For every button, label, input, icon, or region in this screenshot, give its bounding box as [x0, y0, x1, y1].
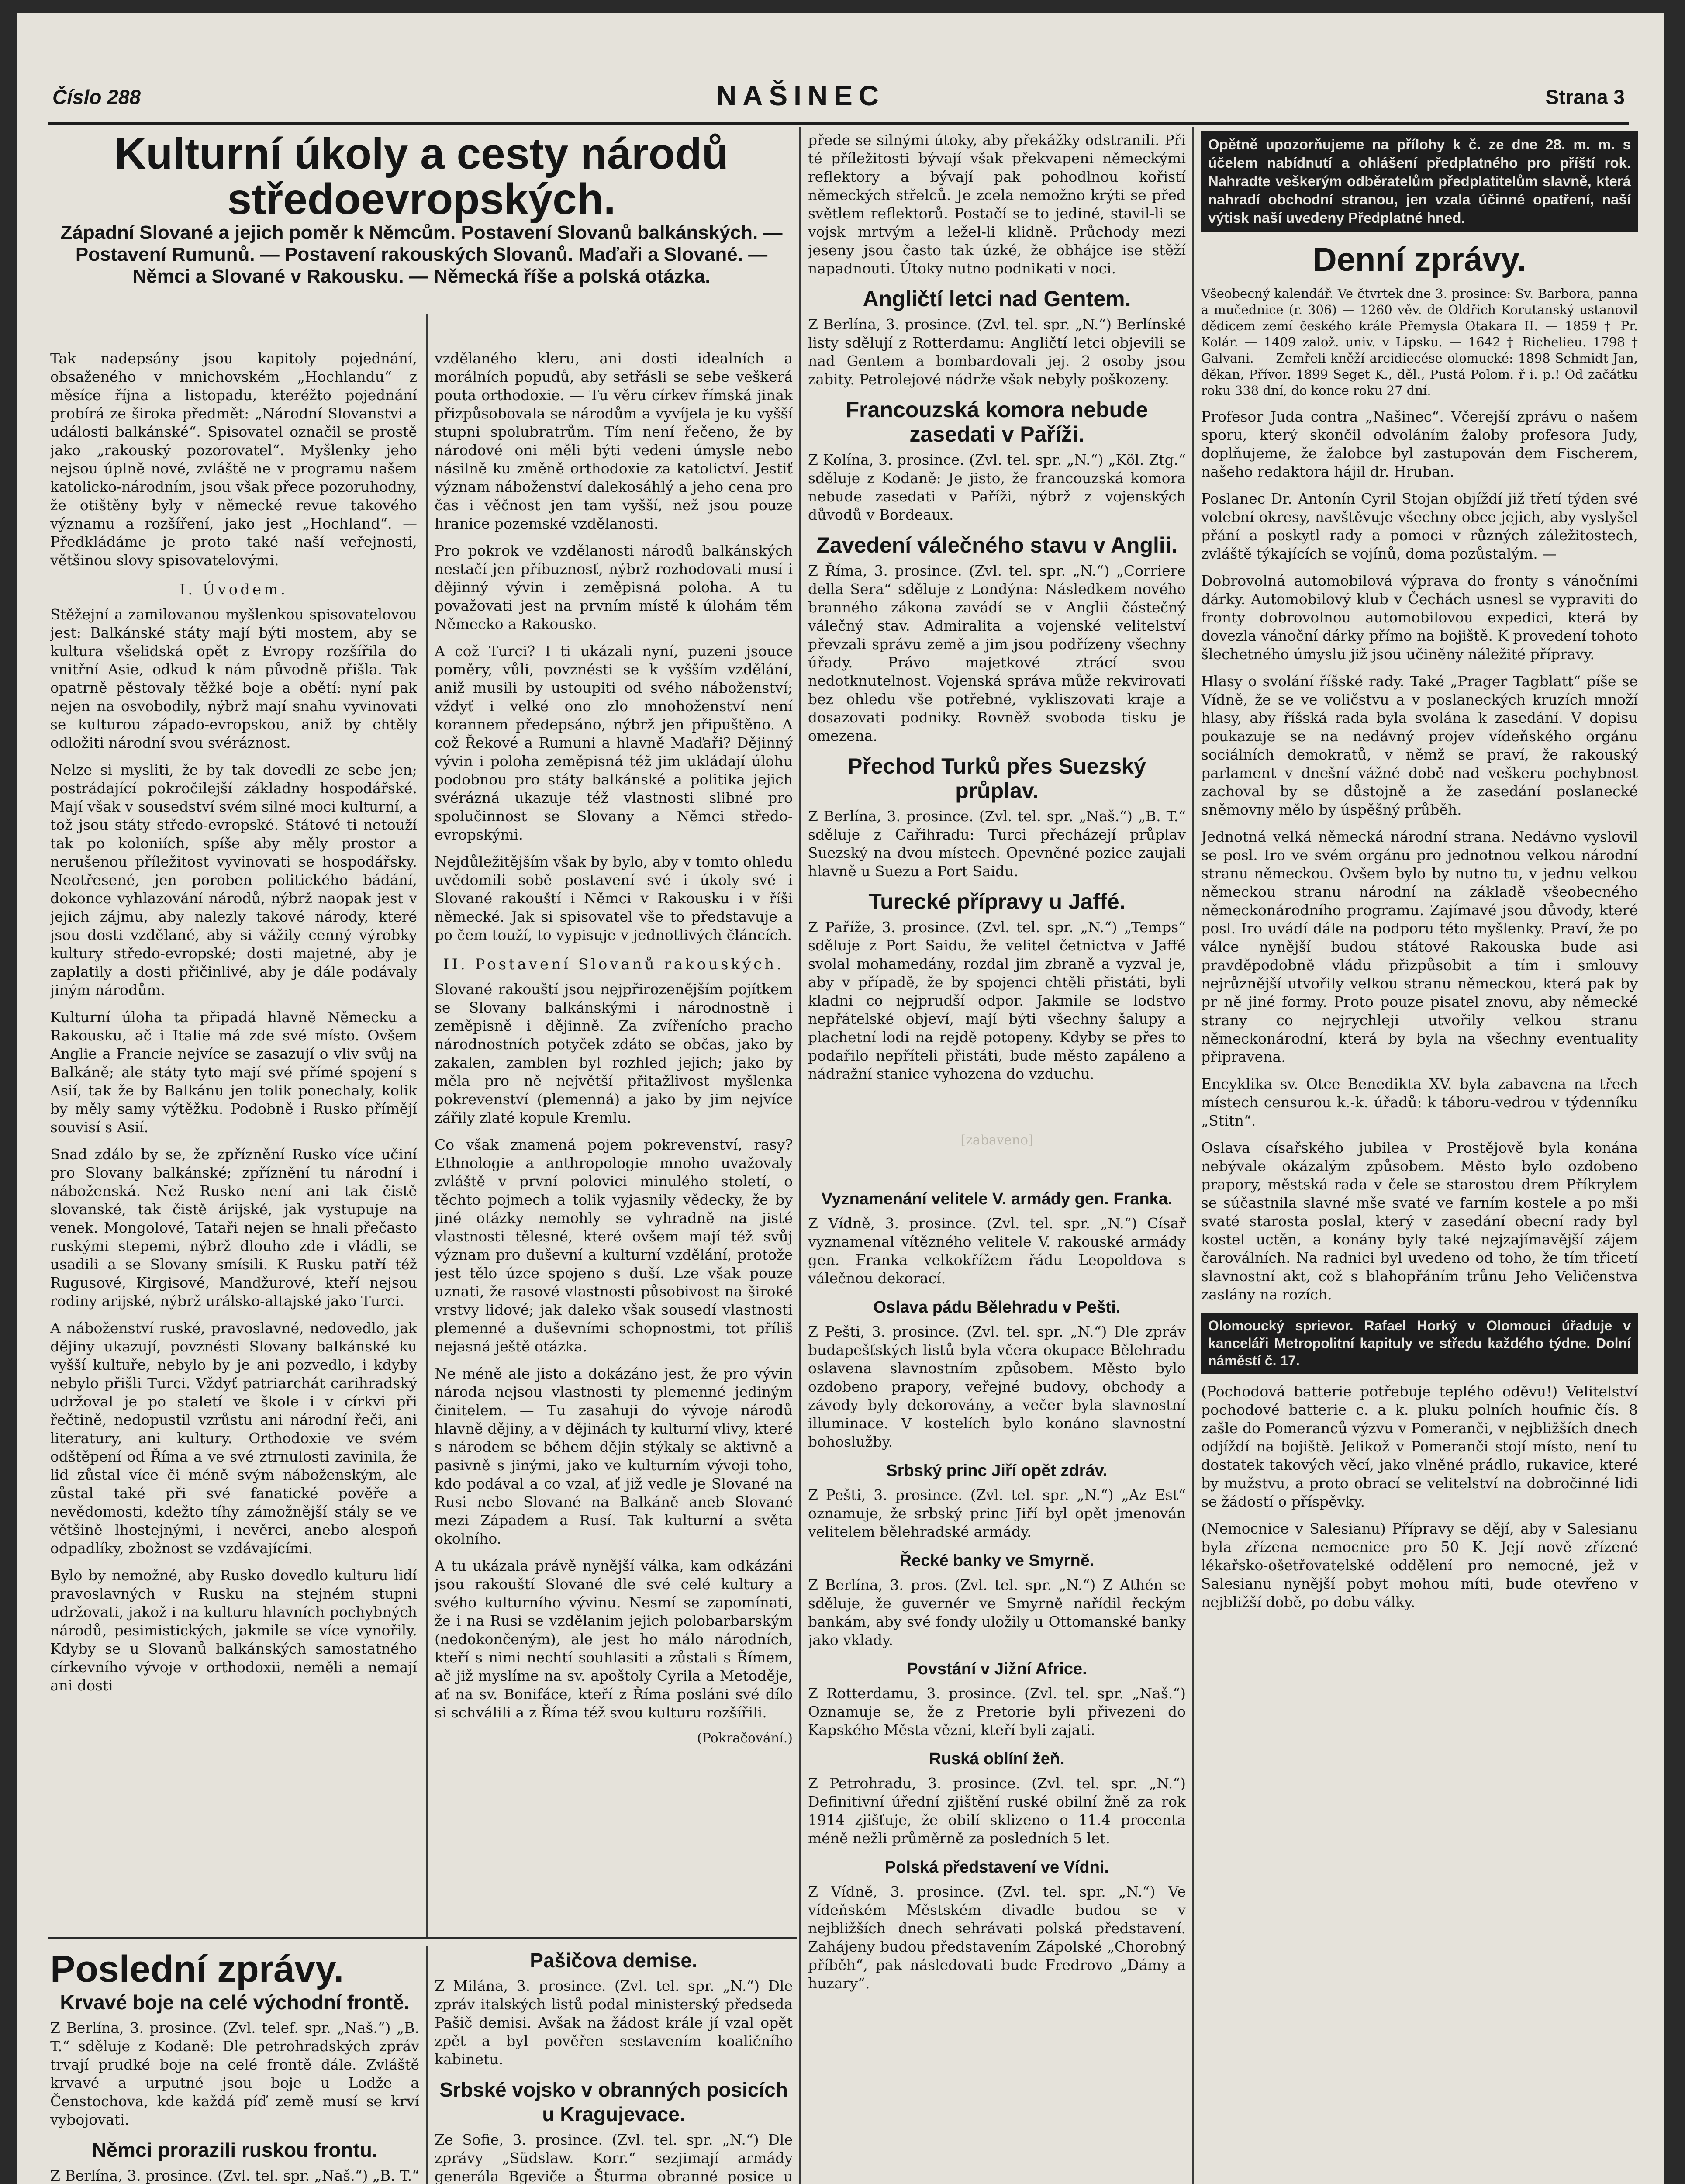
article-text: Z Vídně, 3. prosince. (Zvl. tel. spr. „N.“) Ve vídeňském Městském divadle budou se v nejbližších dnech sehrávati polská představení. Zahájeny budou představením Zápolské „Chorobný příběh“, pak následovati bude Fredrovo „Dámy a huzary“.: [808, 1883, 1186, 1992]
article-text: Z Berlína, 3. prosince. (Zvl. tel. spr. „N.“) Berlínské listy sdělují z Rotterdamu: Angličtí letci objevili se nad Gentem a bombardovali jej. 2 osoby jsou zabity. Petrolejové nádrže však nebyly poškozeny.: [808, 316, 1186, 388]
section-heading: I. Úvodem.: [179, 581, 288, 598]
paragraph: Nejdůležitějším však by bylo, aby v tomto ohledu uvědomili sobě postavení své i úkoly své i Slované rakouští i Němci v Rakousku i v říši německé. Jak si spisovatel vše to představuje a po čem touží, to vypisuje v jednotlivých článcích.: [435, 853, 793, 943]
headline: Srbské vojsko v obranných posicích u Kragujevace.: [439, 2078, 788, 2125]
headline: Povstání v Jižní Africe.: [907, 1660, 1087, 1678]
news-column-4: [1201, 131, 1638, 2184]
news-item: Encyklika sv. Otce Benedikta XV. byla zabavena na třech místech censurou k.-k. úřadů: k táboru-vedrou v týdenníku „Stitn“.: [1201, 1075, 1638, 1129]
news-item: Jednotná velká německá národní strana. Nedávno vyslovil se posl. Iro ve svém orgánu pro jednotnou velkou národní stranu německou. Ovšem bylo by nutno tu, v jednu velkou německou stranu národní na základě všeobecného německonárodního programu. Zajímavé jsou důvody, které posl. Iro uvádí dále na podporu této myšlenky. Praví, že po válce nynější budou státové Rakouska bude asi pravděpodobně vládu přizpůsobit a tím i smlouvy nejrůznější utvořily velkou stranu německou, která pak by pr ně jiné formy. Proto pouze pisatel znovu, aby německé strany co nejrychleji utvořily velkou stranu německonárodní, která by byla na všechny eventuality připravena.: [1201, 828, 1638, 1065]
section-heading: II. Postavení Slovanů rakouských.: [443, 956, 784, 973]
paragraph: A což Turci? I ti ukázali nyní, puzeni jsouce poměry, vůli, povznésti se k vyšším vzdělání, aniž musili by ustoupiti od svého náboženství; vždyť i velké ono zlo mnohoženství není korannem předepsáno, nýbrž jen připuštěno. A což Řekové a Rumuni a hlavně Maďaři? Dějinný vývin i poloha zeměpisná též jim ukládají úlohu podobnou pro státy balkánské a politika jejich svérázná ukazuje též vlastnosti slibné pro spolučinnost se Slovany a Němci středo-evropskými.: [435, 643, 793, 843]
latest-news: [50, 1948, 419, 2184]
article-text: Z Paříže, 3. prosince. (Zvl. tel. spr. „N.“) „Temps“ sděluje z Port Saidu, že velitel četnictva v Jaffé svolal mohamedány, rozdal jim zbraně a vyzval je, aby v případě, že by spojenci chtěli přistáti, byli kladni co nejprudší odpor. Jakmile se lodstvo nepřátelské objeví, mají býti všechny šalupy a plachetní lodi na rejdě potopeny. Kdyby se přes to podařilo nepříteli přistáti, bude město zapáleno a nádražní stanice vyhozena do vzduchu.: [808, 919, 1186, 1082]
article-text: Z Berlína, 3. prosince. (Zvl. telef. spr. „Naš.“) „B. T.“ sděluje z Kodaně: Dle petrohradských zpráv trvají prudké boje na celé frontě dále. Zvláště krvavé a urputné jsou boje u Lodže a Čenstochova, kde každá píď země musí se krví vybojovati.: [50, 2019, 419, 2128]
article-text: Ze Sofie, 3. prosince. (Zvl. tel. spr. „N.“) Dle zprávy „Südslaw. Korr.“ sezjimají armády generála Bgeviče a Šturma obranné posice u: [435, 2131, 793, 2184]
news-item: (Nemocnice v Salesianu) Přípravy se dějí, aby v Salesianu byla zřízena nemocnice pro 50 K. Její nově zřízené lékařsko-ošetřovatelské oddělení pro nemocné, jež v Salesianu nynější pobyt mohou míti, bude otevřeno v nejbližší době, po dobu války.: [1201, 1520, 1638, 1610]
lead-intro: Tak nadepsány jsou kapitoly pojednání, obsaženého v mnichovském „Hochlandu“ z měsíce října a listopadu, kteréžto pojednání probírá ze široka předmět: „Národní Slovanstvi a události balkánské“. Spisovatel označil se prostě jako „rakouský pozorovatel“. Myšlenky jeho nejsou úplně nové, zvláště ne v programu našem katolicko-národním, jsou však přece pozoruhodny, že otištěny byly v německé revue takového významu a rozšíření, jako jest „Hochland“. — Předkládáme je proto také naší veřejnosti, většinou slovy spisovatelovými.: [50, 350, 417, 569]
paragraph: Ne méně ale jisto a dokázáno jest, že pro vývin národa nejsou vlastnosti ty plemenné jediným činitelem. — Tu zasahuji do vývoje národů hlavně dějiny, a v dějinách ty kulturní vlivy, které s národem se během dějin stýkaly se aktivně a pasivně s jinými, jako ve kulturním vývoji toho, kdo podával a co vzal, ať již vedle je Slované na Rusi nebo Slované na Balkáně aneb Slované mezi Západem a Rusí. Tak kulturní a světa okolního.: [435, 1365, 793, 1547]
censored-blank: [808, 1092, 1186, 1188]
headline: Turecké přípravy u Jaffé.: [868, 889, 1126, 914]
lead-subtitle: Západní Slované a jejich poměr k Němcům. Postavení Slovanů balkánských. — Postavení Rumunů. — Postavení rakouských Slovanů. Maďaři a Slované. — Němci a Slované v Rakousku. — Německá říše a polská otázka.: [60, 222, 783, 287]
subscription-notice: Opětně upozorňujeme na přílohy k č. ze dne 28. m. m. s účelem nabídnutí a ohlášení předplatného pro příští rok. Nahradte veškerým odběratelům předplatitelům slavně, která nahradí obchodní stranou, jen vzala účinné opatření, naší výtisk naší uvedeny Předplatné hned.: [1201, 131, 1638, 232]
paragraph: A náboženství ruské, pravoslavné, nedovedlo, jak dějiny ukazují, povznésti Slovany balkánské ku vyšší kultuře, nebylo by je ani pozvedlo, i kdyby nebylo přišli Turci. Vždyť patriarchát carihradský udržoval je po staletí ve škole i v církvi při řečtině, nedopustil vzrůstu ani národní řeči, ani literatury, ani kultury. Orthodoxie ve svém odštěpení od Říma a ve své ztrnulosti zavinila, že lid zůstal více či méně svým náboženským, ale zůstal také při své fanatické pověře a nevědomosti, kdežto tíhy zámožnější stály se ve většině lhostejnými, i nevěrci, anebo alespoň odpadlíky, zbožnost se vzdávajícími.: [50, 1320, 417, 1557]
paragraph: A tu ukázala právě nynější válka, kam odkázáni jsou rakouští Slované dle své celé kultury a svého kulturního vývinu. Nesmí se zapomínati, že i na Rusi se vzdělanim jejich polobarbarským (nedokončeným), ale jest ho málo národních, kteří s nimi nechtí souhlasiti a zůstali s Římem, ač již myslíme na sv. apoštoly Cyrila a Metoděje, ať na sv. Bonifáce, kteří z Říma posláni své dílo si schválili a z Říma též svou kulturu rozšířili.: [435, 1557, 793, 1721]
section-divider: [48, 1937, 797, 1939]
headline: Krvavé boje na celé východní frontě.: [60, 1991, 410, 2014]
news-item: Profesor Juda contra „Našinec“. Včerejší zprávu o našem sporu, který skončil odvoláním žaloby profesora Judy, doplňujeme, že žalobce byl zastupován dem Fischerem, našeho redaktora hájil dr. Hruban.: [1201, 408, 1638, 480]
lead-article-header: [48, 131, 795, 314]
column-rule: [799, 127, 801, 2184]
lead-title: Kulturní úkoly a cesty národů středoevropských.: [114, 131, 729, 224]
headline: Francouzská komora nebude zasedati v Paříži.: [846, 397, 1148, 446]
issue-number: Číslo 288: [52, 86, 141, 108]
paragraph: Stěžejní a zamilovanou myšlenkou spisovatelovou jest: Balkánské státy mají býti mostem, aby se kultura všelidská opět z Evropy rozšířila do vnitřní Asie, odkud k nám původně přišla. Tak opatrně pěstovaly těžké boje a obětí: nyní pak nejen na osvobodily, nýbrž mají snahu vyvinovati se kulturou západo-evropskou, aniž by chtěly odložiti národní svou svéráznost.: [50, 606, 417, 751]
paragraph: vzdělaného kleru, ani dosti idealních a morálních popudů, aby setřásli se sebe veškerá pouta orthodoxie. — Tu věru církev římská jinak přizpůsobovala se národům a vyvíjela je ku vyšší stupni spolubratrům. Tím není řečeno, že by národové oni měli býti vedeni úmysle nebo násilně ku změně orthodoxie za katolictví. Jestiť význam náboženství dalekosáhlý a jeho cena pro čas i věčnost jen tam vyšší, než jsou pouze hranice pozemské vzdělanosti.: [435, 350, 793, 532]
news-item: Oslava císařského jubilea v Prostějově byla konána nebývale okázalým způsobem. Město bylo ozdobeno prapory, městská rada v čele se starostou drem Příkrylem se súčastnila slavné mše svaté ve farním kostele a po mši svaté starosta poslal, který v zasedání obecní rady byl kostel uctěn, a konány byly také nejzajímavější zájem čaroválních. Na radnici byl uvedeno od toho, že tím třicetí slavnostní akt, což s blahopřáním trůnu Jeho Veličenstva zaslány na rozích.: [1201, 1139, 1638, 1303]
paragraph: Bylo by nemožné, aby Rusko dovedlo kulturu lidí pravoslavných v Rusku na stejném stupni udržovati, jakož i na kulturu hlavních pochybných národů, pesimistických, jakmile se více vynořily. Kdyby se u Slovanů balkánských samostatného církevního vývoje v orthodoxii, neměli a nemají ani dosti: [50, 1567, 417, 1694]
article-text: Z Vídně, 3. prosince. (Zvl. tel. spr. „N.“) Císař vyznamenal vítězného velitele V. rakouské armády gen. Franka velkokřížem řádu Leopoldova s válečnou dekorací.: [808, 1215, 1186, 1287]
news-column-3: [808, 131, 1186, 2184]
paragraph: přede se silnými útoky, aby překážky odstranili. Při té příležitosti bývají však překvapeni německými reflektory a bývají pak pohodlnou kořistí německých střelců. Je zcela nemožno krýti se před světlem reflektorů. Postačí se to jediné, stavil-li se vojsk mrtvým a ležel-li klidně. Průchody mezi jeseny jsou často tak úzké, že obhájce ise stěží napadnouti. Útoky nutno podnikati v noci.: [808, 131, 1186, 277]
paragraph: Kulturní úloha ta připadá hlavně Německu a Rakousku, ač i Italie má zde své místo. Ovšem Anglie a Francie nejvíce se zasazují o vliv svůj na Balkáně; ale státy tyto mají své přímé spojení s Asií, tak že by Balkánu jen tolik ponechaly, kolik by měly samy výtěžku. Podobně i Rusko přímějí souvisí s Asií.: [50, 1009, 417, 1136]
continuation-note: (Pokračování.): [697, 1731, 793, 1746]
headline: Zavedení válečného stavu v Anglii.: [816, 533, 1177, 557]
article-text: Z Berlína, 3. prosince. (Zvl. tel. spr. „Naš.“) „B. T.“: [50, 2167, 419, 2184]
paragraph: Pro pokrok ve vzdělanosti národů balkánských nestačí jen příbuznosť, nýbrž rozhodovati musí i dějinný vývin i zeměpisná poloha. A tu považovati jest na prvním místě k úlohám těm Německo a Rakousko.: [435, 542, 793, 632]
article-text: Z Berlína, 3. prosince. (Zvl. tel. spr. „Naš.“) „B. T.“ sděluje z Cařihradu: Turci přecházejí průplav Suezský na dvou místech. Opevněné pozice zaujali hlavně u Suezu a Port Saidu.: [808, 808, 1186, 880]
headline: Oslava pádu Bělehradu v Pešti.: [873, 1298, 1121, 1317]
headline: Pašičova demise.: [530, 1949, 697, 1972]
lead-article-col1: [50, 349, 417, 1931]
headline: Ruská oblíní žeň.: [929, 1750, 1065, 1768]
calendar-text: Všeobecný kalendář. Ve čtvrtek dne 3. prosince: Sv. Barbora, panna a mučednice (r. 306) — 1260 věv. de Oldřich Korutanský ustanovil dědicem zemí českého krále Přemysla Otakara II. — 1859 † Pr. Kolár. — 1409 založ. univ. v Lipsku. — 1642 † Richelieu. 1798 † Galvani. — Zemřeli kněží arcidiecése olomucké: 1898 Schmidt Jan, děkan, Přívor. 1899 Seget K., děl., Pustá Polom. ř i. p.! Od začátku roku 338 dní, do konce roku 27 dní.: [1201, 286, 1638, 398]
article-text: Z Pešti, 3. prosince. (Zvl. tel. spr. „N.“) „Az Est“ oznamuje, že srbský princ Jiří byl opět jmenován velitelem bělehradské armády.: [808, 1486, 1186, 1540]
headline: Angličtí letci nad Gentem.: [863, 287, 1131, 311]
paragraph: Nelze si mysliti, že by tak dovedli ze sebe jen; postrádající pokročilejší základny hospodářské. Mají však v sousedství svém silné moci kulturní, a tož jsou státy středo-evropské. Státové ti netouží tak po koloniích, spíše aby měly prostor a nerušenou příležitost vyvinovati se hospodářsky. Neotřesené, jen poroben politického bádání, dokonce vyhlazování národů, nýbrž naopak jest v jejich zájmu, aby nalezly takové národy, které jsou dosti vzdělané, aby si vážily cenný výrobky kultury středo-evropské; dosti majetné, aby je zaplatily a dosti přičinlivé, aby je dále podávaly jiným národům.: [50, 761, 417, 999]
article-text: Z Kolína, 3. prosince. (Zvl. tel. spr. „N.“) „Köl. Ztg.“ sděluje z Kodaně: Je jisto, že francouzská komora nebude zasedati v Paříži, nýbrž z vojenských důvodů v Bordeaux.: [808, 451, 1186, 523]
article-text: Z Rotterdamu, 3. prosince. (Zvl. tel. spr. „Naš.“) Oznamuje se, že z Pretorie byli přivezeni do Kapského Města vězni, kteří byli zajati.: [808, 1685, 1186, 1738]
newspaper-page: [17, 13, 1664, 2184]
headline: Srbský princ Jiří opět zdráv.: [886, 1462, 1108, 1480]
news-item-highlighted: Olomoucký sprievor. Rafael Horký v Olomouci úřaduje v kanceláři Metropolitní kapituly ve středu každého týdne. Dolní náměstí č. 17.: [1201, 1313, 1638, 1374]
page-number: Strana 3: [1545, 86, 1625, 108]
headline: Vyznamenání velitele V. armády gen. Franka.: [821, 1190, 1173, 1208]
column-rule: [426, 314, 428, 1939]
headline: Řecké banky ve Smyrně.: [899, 1552, 1095, 1570]
lead-article-col2: [435, 349, 793, 1931]
paragraph: Snad zdálo by se, že zpříznění Rusko více učiní pro Slovany balkánské; zpříznění tu národní i náboženská. Než Rusko není ani tak čistě slovanské, tak čistě árijské, jak vystupuje na venek. Mongolové, Tataři nejen se hnali přečasto ruskými stepemi, nýbrž dlouho zde i vládli, se usadili a se Slovany smísili. K Rusku patří též Rugusové, Kirgisové, Mandžurové, kteří nejsou rodiny arijské, nýbrž urálsko-altajské jako Turci.: [50, 1146, 417, 1310]
paragraph: Co však znamená pojem pokrevenství, rasy? Ethnologie a anthropologie mnoho uvažovaly zvláště v první polovici minulého století, o těchto pojmech a tolik vyjasnily vědecky, že by jiné otázky nemohly se vyhradně na jisté vlastnosti tělesné, které ovšem mají též svůj význam pro duševní a kulturní vzdělání, protože jest tělo úzce spojeno s duší. Lze však pouze uznati, že rasové vlastnosti působivost na široké vrstvy lidové; jak daleko však sousedí vlastnosti plemenné a duševními schopnostmi, tot příliš nejasná ještě otázka.: [435, 1136, 793, 1355]
news-item: Hlasy o svolání říšské rady. Také „Prager Tagblatt“ píše se Vídně, že se ve voličstvu a v poslaneckých kruzích množí hlasy, aby říšská rada byla svolána k zasedání. V dopisu poukazuje se na nedávný projev vídeňského orgánu sociálních demokratů, v němž se praví, že rakouský parlament v dnešní vážné době nad veškeru pochybnost zachoval by se důstojně a že zasedání poslanecké sněmovny mělo by úspěšný průběh.: [1201, 673, 1638, 818]
news-item: Poslanec Dr. Antonín Cyril Stojan objíždí již třetí týden své volební okresy, navštěvuje všechny obce jejich, aby vyslyšel přání a poskytl rady a pomoci v různých záležitostech, zvláště týkajících se vojínů, doma pozůstalým. —: [1201, 490, 1638, 562]
section-title-daily: Denní zprávy.: [1312, 241, 1526, 278]
article-text: Z Petrohradu, 3. prosince. (Zvl. tel. spr. „N.“) Definitivní úřední zjištění ruské obilní žně za rok 1914 zjišťuje, že obilí sklizeno o 11.4 procenta méně nežli průměrně za posledních 5 let.: [808, 1775, 1186, 1847]
column-rule: [426, 1946, 428, 2184]
article-text: Z Berlína, 3. pros. (Zvl. tel. spr. „N.“) Z Athén se sděluje, že guvernér ve Smyrně nařídil řeckým bankám, aby své fondy uložily u Ottomanské banky jako vklady.: [808, 1576, 1186, 1648]
column-rule: [1192, 127, 1194, 2184]
masthead: [48, 74, 1629, 125]
article-text: Z Říma, 3. prosince. (Zvl. tel. spr. „N.“) „Corriere della Sera“ sděluje z Londýna: Následkem nového branného zákona zavádí se v Anglii částečný válečný stav. Admiralita a vojenské velitelství převzali správu země a jim jsou podřízeny všechny úřady. Právo majetkové ztrácí svou nedotknutelnost. Vojenská správa může rekvirovati bez ohledu vše potřebné, vykliszovati kraje a dosazovati podniky. Rovněž svoboda tisku je omezena.: [808, 562, 1186, 744]
article-text: Z Pešti, 3. prosince. (Zvl. tel. spr. „N.“) Dle zpráv budapešťských listů byla včera okupace Bělehradu oslavena slavnostním způsobem. Město bylo ozdobeno prapory, veřejné budovy, obchody a závody byly dekorovány, a večer byla slavnostní illuminace. V kostelích bylo konáno slavnostní bohoslužby.: [808, 1323, 1186, 1450]
latest-news-title: Poslední zprávy.: [50, 1948, 344, 1990]
bottom-middle-news: [435, 1948, 793, 2184]
censored-note: [zabaveno]: [960, 1132, 1033, 1148]
headline: Přechod Turků přes Suezský průplav.: [848, 754, 1146, 803]
paragraph: Slované rakouští jsou nejpřirozenějším pojítkem se Slovany balkánskými i národnostně i zeměpisně i dějinně. Za zvířenícho pracho národnostních potyček zdáto se občas, jako by zakalen, zamblen byl rozhled jejich; jako by měla pro ně největší přitažlivost myšlenka pokrevenství (plemenná) a jako by jim nejvíce zářily zlaté kopule Kremlu.: [435, 981, 793, 1126]
article-text: Z Milána, 3. prosince. (Zvl. tel. spr. „N.“) Dle zpráv italských listů podal ministerský předseda Pašič demisi. Avšak na žádost krále jí vzal opět zpět a byl pověřen sestavením koaličního kabinetu.: [435, 1977, 793, 2068]
headline: Polská představení ve Vídni.: [884, 1858, 1109, 1876]
newspaper-name: NAŠINEC: [716, 80, 885, 111]
news-item: Dobrovolná automobilová výprava do fronty s vánočními dárky. Automobilový klub v Čechách usnesl se vypraviti do fronty dobrovolnou automobilovou expedici, která by dovezla vánoční dárky přímo na bojiště. K provedení tohoto šlechetného úmyslu již jsou učiněny náležité přípravy.: [1201, 572, 1638, 663]
headline: Němci prorazili ruskou frontu.: [92, 2139, 378, 2161]
news-item: (Pochodová batterie potřebuje teplého oděvu!) Velitelství pochodové batterie c. a k. pluku polních houfnic čís. 8 zašle do Pomeranců výzvu v Pomeranči, v nejbližších dnech odjíždí na bojiště. Jelikož v Pomeranči stojí místo, není tu dostatek takových věcí, jako vlněné prádlo, rukavice, které by mužstvu, a proto obrací se velitelství na dobročinné lidi se žádostí o příspěvky.: [1201, 1383, 1638, 1510]
